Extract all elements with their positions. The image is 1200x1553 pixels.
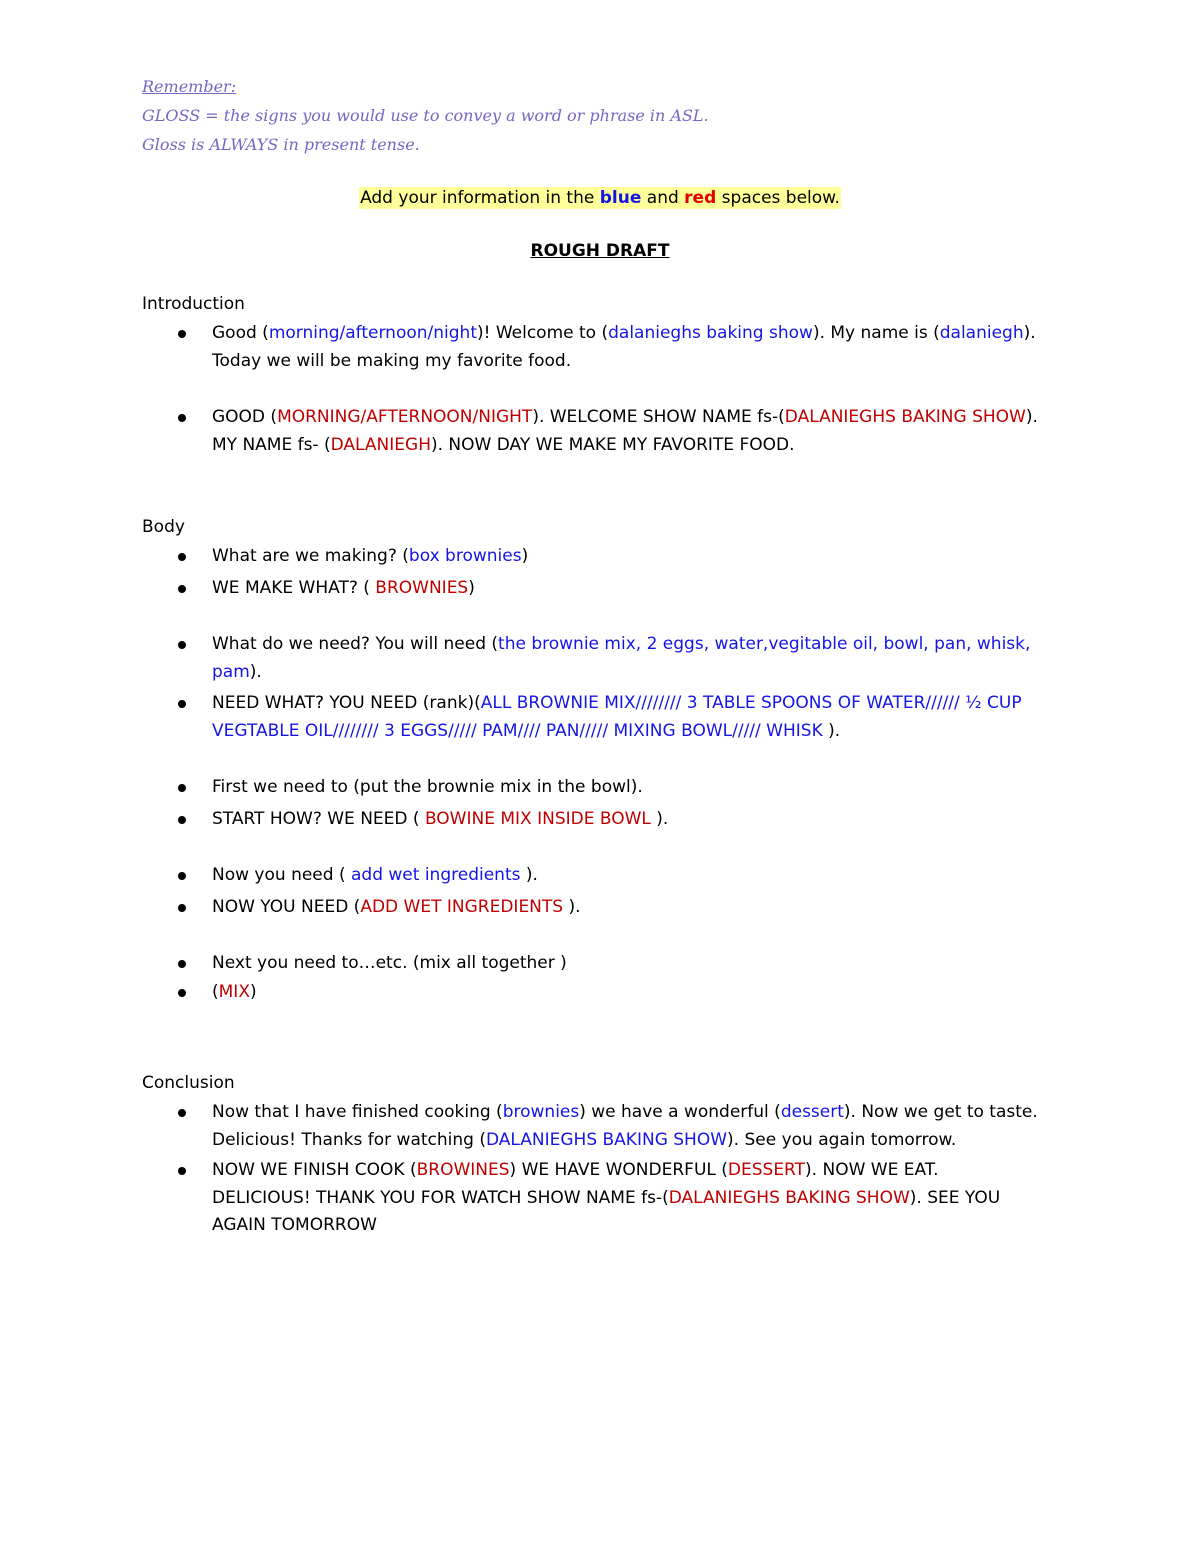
list-item: What do we need? You will need (the brownie mix, 2 eggs, water,vegitable oil, bowl, pan, whisk, pam).: [142, 631, 1042, 686]
rough-draft-title: ROUGH DRAFT: [530, 241, 670, 261]
remember-line-present-tense: Gloss is ALWAYS in present tense.: [142, 135, 420, 154]
list-item: NEED WHAT? YOU NEED (rank)(ALL BROWNIE MIX//////// 3 TABLE SPOONS OF WATER////// ½ CUP VEGTABLE OIL//////// 3 EGGS///// PAM//// PAN///// MIXING BOWL///// WHISK ).: [142, 690, 1042, 745]
remember-note: [142, 72, 1042, 159]
instruction-line: [0, 184, 1200, 212]
list-item: NOW WE FINISH COOK (BROWINES) WE HAVE WONDERFUL (DESSERT). NOW WE EAT. DELICIOUS! THANK YOU FOR WATCH SHOW NAME fs-(DALANIEGHS BAKING SHOW). SEE YOU AGAIN TOMORROW: [142, 1157, 1042, 1240]
list-item: Next you need to…etc. (mix all together ): [142, 950, 1042, 978]
remember-line-gloss-definition: GLOSS = the signs you would use to convey a word or phrase in ASL.: [142, 106, 709, 125]
instruction-text-post: spaces below.: [716, 188, 840, 208]
introduction-heading: Introduction: [142, 294, 245, 314]
instruction-highlight: [359, 187, 841, 209]
body-list: [142, 543, 1042, 1006]
list-item: WE MAKE WHAT? ( BROWNIES): [142, 575, 1042, 603]
list-item: What are we making? (box brownies): [142, 543, 1042, 571]
instruction-blue-word: blue: [599, 188, 642, 208]
body-heading: Body: [142, 517, 185, 537]
list-item: First we need to (put the brownie mix in the bowl).: [142, 774, 1042, 802]
introduction-list: [142, 320, 1042, 459]
conclusion-heading: Conclusion: [142, 1073, 235, 1093]
list-item: Now that I have finished cooking (brownies) we have a wonderful (dessert). Now we get to taste. Delicious! Thanks for watching (DALANIEGHS BAKING SHOW). See you again tomorrow.: [142, 1099, 1042, 1154]
conclusion-list: [142, 1099, 1042, 1240]
list-item: GOOD (MORNING/AFTERNOON/NIGHT). WELCOME SHOW NAME fs-(DALANIEGHS BAKING SHOW). MY NAME fs- (DALANIEGH). NOW DAY WE MAKE MY FAVORITE FOOD.: [142, 404, 1042, 459]
list-item: Good (morning/afternoon/night)! Welcome to (dalanieghs baking show). My name is (dalaniegh). Today we will be making my favorite food.: [142, 320, 1042, 375]
list-item: (MIX): [142, 979, 1042, 1007]
instruction-red-word: red: [684, 188, 717, 208]
list-item: START HOW? WE NEED ( BOWINE MIX INSIDE BOWL ).: [142, 806, 1042, 834]
remember-title: Remember:: [142, 77, 237, 96]
instruction-text-pre: Add your information in the: [360, 188, 600, 208]
list-item: NOW YOU NEED (ADD WET INGREDIENTS ).: [142, 894, 1042, 922]
instruction-text-mid: and: [641, 188, 685, 208]
list-item: Now you need ( add wet ingredients ).: [142, 862, 1042, 890]
